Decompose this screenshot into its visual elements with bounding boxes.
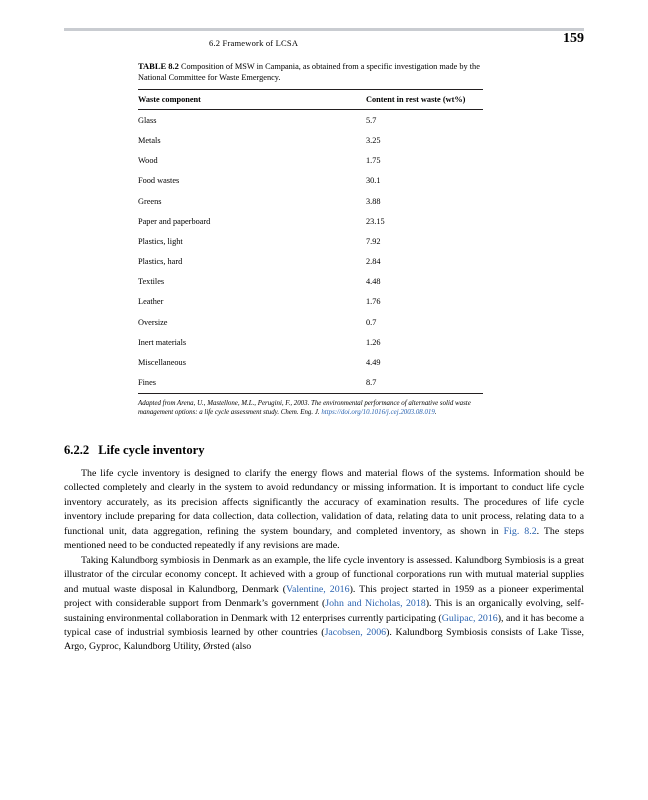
cell-content: 7.92 <box>366 236 381 246</box>
paragraph-2-text-d: ), and it has become a typical case of industrial symbiosis learned by other countries ( <box>64 612 584 638</box>
paragraph-1 <box>64 467 584 554</box>
cell-component: Miscellaneous <box>138 358 186 368</box>
table-row <box>138 211 483 231</box>
cell-component: Oversize <box>138 317 168 327</box>
cell-component: Metals <box>138 135 161 145</box>
table-row <box>138 110 483 130</box>
table-source-text: Adapted from Arena, U., Mastellone, M.L., Perugini, F., 2003. The environmental performance of alternative solid waste management options: a life cycle assessment study. Chem. Eng. J. <box>138 399 471 417</box>
paragraph-2-text-a: Taking Kalundborg symbiosis in Denmark as an example, the life cycle inventory is assessed. Kalundborg Symbiosis is a great illustrator of the circular economy concept. It achieved with a group of functional corporations run with mutual material supplies and mutual waste disposal in Kalundborg, Denmark ( <box>64 554 584 595</box>
table-row <box>138 272 483 292</box>
table-row <box>138 151 483 171</box>
paragraph-2 <box>64 554 584 655</box>
citation-link-gulipac[interactable]: Gulipac, 2016 <box>441 612 498 624</box>
cell-content: 4.48 <box>366 277 381 287</box>
citation-link-valentine[interactable]: Valentine, 2016 <box>286 583 350 595</box>
table-row <box>138 292 483 312</box>
cell-content: 23.15 <box>366 216 385 226</box>
table-source-text-end: . <box>434 409 437 417</box>
table-row <box>138 332 483 352</box>
running-head <box>64 31 584 52</box>
section-title: Life cycle inventory <box>98 443 205 457</box>
cell-component: Food wastes <box>138 176 180 186</box>
cell-content: 4.49 <box>366 358 381 368</box>
cell-content: 5.7 <box>366 115 377 125</box>
doi-link[interactable]: https://doi.org/10.1016/j.cej.2003.08.019 <box>321 409 435 417</box>
cell-component: Plastics, hard <box>138 257 183 267</box>
table-number: TABLE 8.2 <box>138 61 179 71</box>
cell-content: 8.7 <box>366 378 377 388</box>
header-divider <box>64 28 584 31</box>
cell-content: 0.7 <box>366 317 377 327</box>
cell-component: Fines <box>138 378 156 388</box>
table-row <box>138 373 483 393</box>
citation-link-jacobsen[interactable]: Jacobsen, 2006 <box>324 626 387 638</box>
table-block <box>138 61 483 418</box>
msw-composition-body <box>138 110 483 393</box>
cell-content: 30.1 <box>366 176 381 186</box>
table-row <box>138 231 483 251</box>
column-header-waste-component: Waste component <box>138 95 201 105</box>
table-bottom-rule <box>138 393 483 394</box>
page-number: 159 <box>563 31 584 46</box>
cell-content: 3.25 <box>366 135 381 145</box>
table-row <box>138 352 483 372</box>
table-row <box>138 130 483 150</box>
cell-content: 2.84 <box>366 257 381 267</box>
msw-composition-table <box>138 90 483 109</box>
cell-component: Wood <box>138 156 158 166</box>
cell-content: 1.26 <box>366 337 381 347</box>
cell-component: Textiles <box>138 277 165 287</box>
table-header-row <box>138 90 483 109</box>
cell-content: 1.75 <box>366 156 381 166</box>
cell-component: Greens <box>138 196 162 206</box>
cell-content: 3.88 <box>366 196 381 206</box>
figure-reference-link[interactable]: Fig. 8.2 <box>503 525 537 537</box>
citation-link-john-nicholas[interactable]: John and Nicholas, 2018 <box>325 598 426 610</box>
column-header-content: Content in rest waste (wt%) <box>366 95 466 105</box>
section-number: 6.2.2 <box>64 443 90 457</box>
paragraph-2-text-c: ). This is an organically evolving, self-sustaining environmental collaboration in Denmark with 12 enterprises currently participating ( <box>64 598 584 624</box>
paragraph-2-text-b: ). This project started in 1959 as a pioneer experimental project with considerable support from Denmark’s government ( <box>64 583 584 610</box>
paragraph-1-text-a: The life cycle inventory is designed to clarify the energy flows and material flows of the systems. Information should be collected completely and clearly in the system to avoid redundancy or missing information. It is important to conduct life cycle inventory accurately, as its precision affects significantly the accuracy of examination results. The procedures of life cycle inventory include preparing for data collection, data collection, validation of data, relating data to unit process, relating data to a functional unit, data aggregation, refining the system boundary, and completed inventory, as shown in <box>64 468 584 537</box>
table-row <box>138 252 483 272</box>
table-row <box>138 171 483 191</box>
table-caption-text: Composition of MSW in Campania, as obtained from a specific investigation made by the National Committee for Waste Emergency. <box>138 62 480 83</box>
paragraph-1-text-b: . The steps mentioned need to be conducted repeatedly if any revisions are made. <box>64 525 584 552</box>
table-caption <box>138 61 483 84</box>
table-row <box>138 191 483 211</box>
cell-component: Plastics, light <box>138 236 183 246</box>
cell-component: Glass <box>138 115 157 125</box>
table-row <box>138 312 483 332</box>
cell-component: Paper and paperboard <box>138 216 211 226</box>
cell-component: Leather <box>138 297 164 307</box>
paragraph-2-text-e: ). Kalundborg Symbiosis consists of Lake Tisse, Argo, Gyproc, Kalundborg Utility, Ørsted (also <box>64 626 584 653</box>
body-text <box>64 467 584 655</box>
table-source-note <box>138 399 483 418</box>
section-heading <box>64 443 584 458</box>
running-head-title: 6.2 Framework of LCSA <box>209 38 299 48</box>
cell-component: Inert materials <box>138 337 187 347</box>
cell-content: 1.76 <box>366 297 381 307</box>
